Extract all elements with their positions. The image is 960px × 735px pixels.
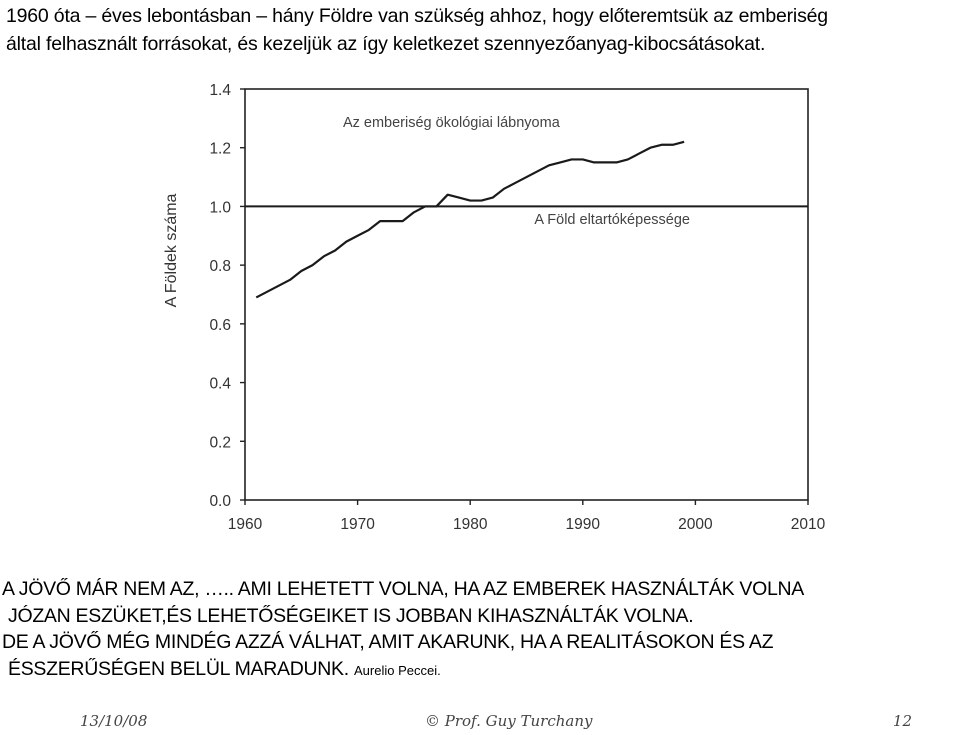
x-tick-label: 1980: [452, 516, 488, 533]
plot-frame: [245, 89, 808, 500]
y-axis-label: A Földek száma: [163, 193, 180, 308]
y-tick-label: 0.4: [209, 375, 231, 393]
y-tick-label: 0.2: [209, 434, 231, 452]
y-tick-label: 0.0: [209, 493, 231, 510]
x-tick-label: 1990: [565, 516, 601, 533]
x-tick-label: 1970: [340, 516, 375, 533]
x-tick-label: 2010: [790, 516, 826, 533]
slide-footer: [0, 712, 960, 734]
quote-line-4: [2, 656, 957, 685]
slide-heading: [6, 2, 956, 58]
quote-line-1: A JÖVŐ MÁR NEM AZ, ….. AMI LEHETETT VOLNA, HA AZ EMBEREK HASZNÁLTÁK VOLNA: [2, 578, 804, 600]
heading-line-2: által felhasznált forrásokat, és kezeljük az így keletkezet szennyezőanyag-kibocsátásokat.: [6, 33, 766, 55]
y-tick-label: 1.4: [209, 82, 231, 99]
footer-date: 13/10/08: [80, 712, 148, 730]
quote-line-2: JÓZAN ESZÜKET,ÉS LEHETŐSÉGEIKET IS JOBBAN KIHASZNÁLTÁK VOLNA.: [8, 604, 694, 627]
footer-author: © Prof. Guy Turchany: [425, 712, 593, 730]
x-tick-label: 2000: [678, 516, 713, 533]
y-tick-label: 1.2: [209, 140, 231, 158]
quote-line-3: DE A JÖVŐ MÉG MINDÉG AZZÁ VÁLHAT, AMIT AKARUNK, HA A REALITÁSOKON ÉS AZ: [2, 631, 774, 653]
quote-author: Aurelio Peccei.: [354, 662, 441, 678]
footer-page-number: 12: [892, 712, 912, 730]
heading-line-1: 1960 óta – éves lebontásban – hány Földre van szükség ahhoz, hogy előteremtsük az emberiség: [6, 5, 828, 27]
y-tick-label: 0.6: [209, 316, 231, 334]
ecological-footprint-chart: [150, 72, 850, 547]
footprint-series-label: Az emberiség ökológiai lábnyoma: [342, 115, 560, 132]
quote-line-4-text: ÉSSZERŰSÉGEN BELÜL MARADUNK.: [8, 657, 349, 680]
peccei-quote: [2, 576, 957, 684]
x-tick-label: 1960: [227, 516, 263, 533]
y-tick-label: 0.8: [209, 258, 231, 276]
y-tick-label: 1.0: [209, 199, 231, 217]
biocapacity-series-label: A Föld eltartóképessége: [534, 212, 690, 229]
